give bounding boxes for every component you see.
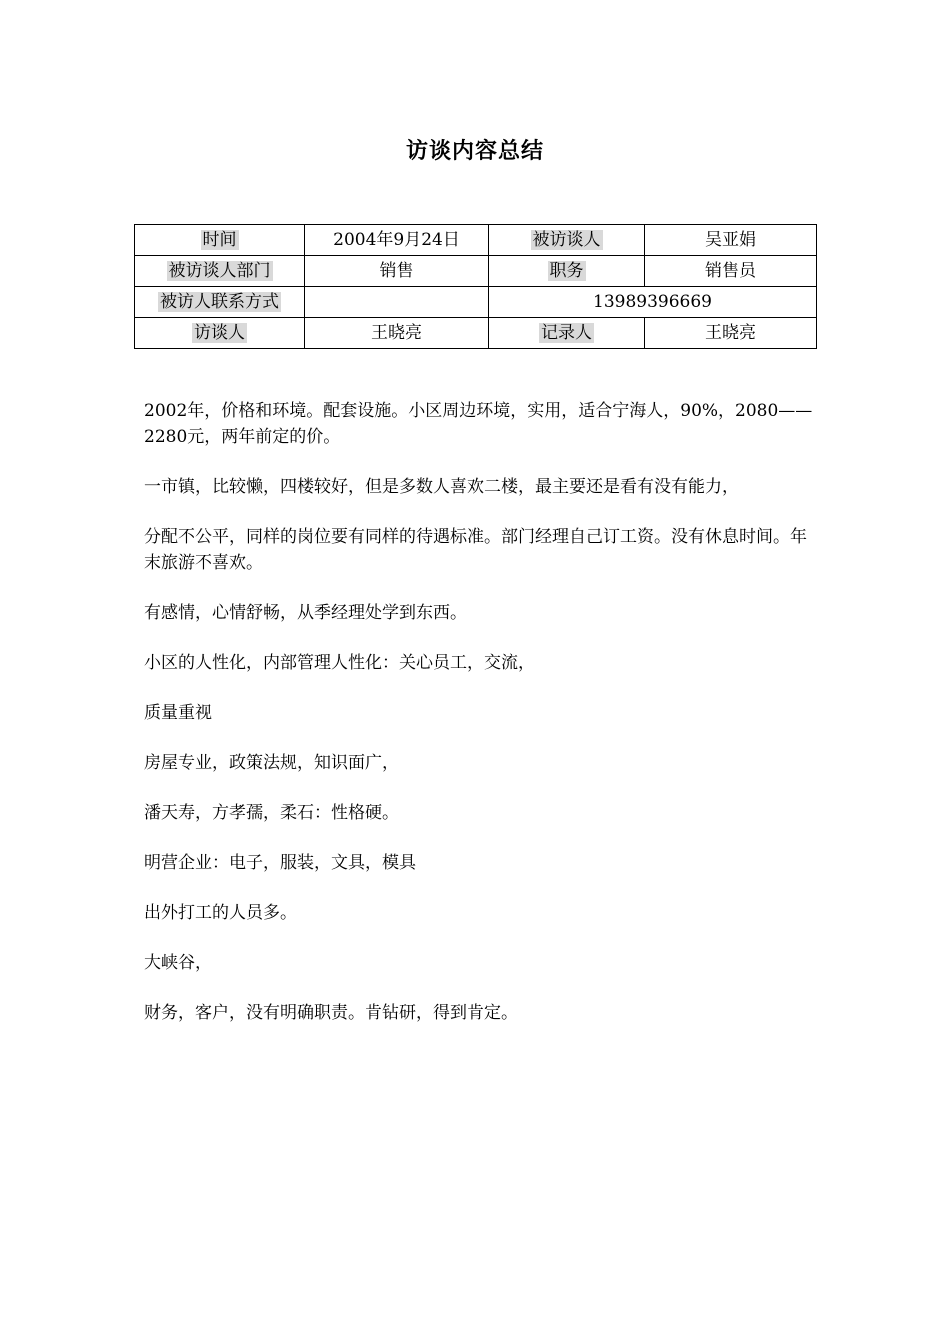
table-cell xyxy=(305,318,489,349)
table-row xyxy=(135,256,817,287)
recorder-label: 记录人 xyxy=(541,323,592,343)
table-cell xyxy=(135,256,305,287)
paragraph: 分配不公平，同样的岗位要有同样的待遇标准。部门经理自己订工资。没有休息时间。年末旅游不喜欢。 xyxy=(144,527,807,573)
interviewer-value: 王晓亮 xyxy=(371,323,422,343)
recorder-value: 王晓亮 xyxy=(705,323,756,343)
table-row xyxy=(135,287,817,318)
paragraph: 明营企业：电子，服装，文具，模具 xyxy=(144,853,416,873)
table-cell xyxy=(135,287,305,318)
paragraph: 2002年，价格和环境。配套设施。小区周边环境，实用，适合宁海人，90%，2080——2280元，两年前定的价。 xyxy=(144,401,813,447)
interview-info-table xyxy=(134,224,817,349)
interviewee-label: 被访谈人 xyxy=(532,230,601,250)
interviewer-label: 访谈人 xyxy=(194,323,245,343)
paragraph: 财务，客户，没有明确职责。肯钻研，得到肯定。 xyxy=(144,1003,518,1023)
table-cell xyxy=(489,318,645,349)
paragraph: 小区的人性化，内部管理人性化：关心员工，交流， xyxy=(144,653,535,673)
paragraph: 潘天寿，方孝孺，柔石：性格硬。 xyxy=(144,803,399,823)
position-value: 销售员 xyxy=(705,261,756,281)
paragraph: 出外打工的人员多。 xyxy=(144,903,297,923)
table-cell xyxy=(305,287,489,318)
dept-label: 被访谈人部门 xyxy=(168,261,271,281)
time-value: 2004年9月24日 xyxy=(333,230,460,250)
table-cell xyxy=(135,225,305,256)
table-cell xyxy=(645,225,817,256)
table-cell xyxy=(489,256,645,287)
table-cell xyxy=(305,256,489,287)
position-label: 职务 xyxy=(549,261,584,281)
contact-label: 被访人联系方式 xyxy=(160,292,279,312)
paragraph: 一市镇，比较懒，四楼较好，但是多数人喜欢二楼，最主要还是看有没有能力， xyxy=(144,477,739,497)
interviewee-value: 吴亚娟 xyxy=(705,230,756,250)
dept-value: 销售 xyxy=(379,261,414,281)
paragraph: 质量重视 xyxy=(144,703,212,723)
page-title: 访谈内容总结 xyxy=(405,138,544,164)
table-cell xyxy=(645,318,817,349)
table-cell xyxy=(489,287,817,318)
time-label: 时间 xyxy=(202,230,237,250)
table-cell xyxy=(645,256,817,287)
table-cell xyxy=(135,318,305,349)
contact-value: 13989396669 xyxy=(593,292,712,312)
table-cell xyxy=(489,225,645,256)
interview-notes xyxy=(144,398,816,1050)
table-cell xyxy=(305,225,489,256)
paragraph: 有感情，心情舒畅，从季经理处学到东西。 xyxy=(144,603,467,623)
paragraph: 大峡谷， xyxy=(144,953,212,973)
table-row xyxy=(135,318,817,349)
table-row xyxy=(135,225,817,256)
paragraph: 房屋专业，政策法规，知识面广， xyxy=(144,753,399,773)
